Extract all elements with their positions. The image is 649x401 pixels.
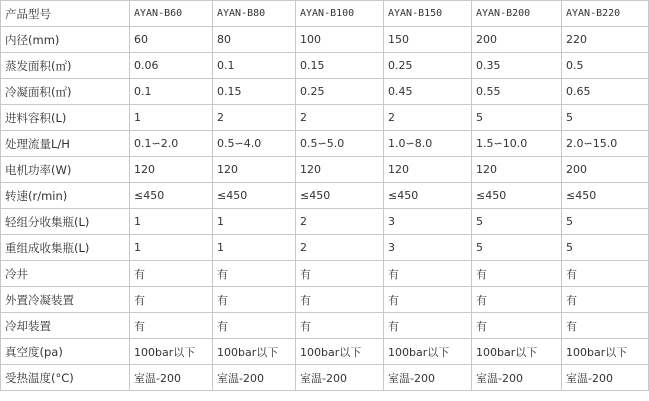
table-row bbox=[1, 235, 649, 261]
value-cell-ayan-b200: 室温-200 bbox=[472, 365, 562, 391]
value-cell-ayan-b220: 0.65 bbox=[562, 79, 649, 105]
value-cell-ayan-b200: 有 bbox=[472, 313, 562, 339]
header-cell-ayan-b150: AYAN-B150 bbox=[384, 1, 472, 27]
row-label-cell: 处理流量L/H bbox=[1, 131, 130, 157]
spec-table-body bbox=[1, 1, 649, 391]
value-cell-ayan-b200: 5 bbox=[472, 235, 562, 261]
value-cell-ayan-b100: 100 bbox=[296, 27, 384, 53]
value-cell-ayan-b100: 有 bbox=[296, 287, 384, 313]
value-cell-ayan-b220: 5 bbox=[562, 209, 649, 235]
row-label-cell: 重组成收集瓶(L) bbox=[1, 235, 130, 261]
value-cell-ayan-b220: 室温-200 bbox=[562, 365, 649, 391]
value-cell-ayan-b80: ≤450 bbox=[213, 183, 296, 209]
value-cell-ayan-b60: 1 bbox=[130, 105, 213, 131]
table-row bbox=[1, 365, 649, 391]
table-row bbox=[1, 79, 649, 105]
value-cell-ayan-b220: 0.5 bbox=[562, 53, 649, 79]
value-cell-ayan-b60: 1 bbox=[130, 235, 213, 261]
table-row bbox=[1, 53, 649, 79]
value-cell-ayan-b150: 有 bbox=[384, 287, 472, 313]
value-cell-ayan-b80: 100bar以下 bbox=[213, 339, 296, 365]
value-cell-ayan-b150: 0.25 bbox=[384, 53, 472, 79]
value-cell-ayan-b100: 0.15 bbox=[296, 53, 384, 79]
value-cell-ayan-b220: ≤450 bbox=[562, 183, 649, 209]
value-cell-ayan-b200: 0.35 bbox=[472, 53, 562, 79]
value-cell-ayan-b60: 120 bbox=[130, 157, 213, 183]
row-label-cell: 内径(mm) bbox=[1, 27, 130, 53]
value-cell-ayan-b220: 220 bbox=[562, 27, 649, 53]
value-cell-ayan-b60: 1 bbox=[130, 209, 213, 235]
value-cell-ayan-b80: 0.15 bbox=[213, 79, 296, 105]
value-cell-ayan-b150: 3 bbox=[384, 235, 472, 261]
row-label-cell: 轻组分收集瓶(L) bbox=[1, 209, 130, 235]
value-cell-ayan-b100: ≤450 bbox=[296, 183, 384, 209]
header-cell-ayan-b200: AYAN-B200 bbox=[472, 1, 562, 27]
value-cell-ayan-b60: 有 bbox=[130, 261, 213, 287]
value-cell-ayan-b150: 0.45 bbox=[384, 79, 472, 105]
value-cell-ayan-b80: 1 bbox=[213, 209, 296, 235]
row-label-cell: 真空度(pa) bbox=[1, 339, 130, 365]
value-cell-ayan-b100: 0.25 bbox=[296, 79, 384, 105]
row-label-cell: 冷却装置 bbox=[1, 313, 130, 339]
value-cell-ayan-b200: 5 bbox=[472, 209, 562, 235]
header-cell-ayan-b80: AYAN-B80 bbox=[213, 1, 296, 27]
value-cell-ayan-b60: 0.1∽2.0 bbox=[130, 131, 213, 157]
table-row bbox=[1, 183, 649, 209]
row-label-cell: 冷凝面积(㎡) bbox=[1, 79, 130, 105]
row-label-cell: 转速(r/min) bbox=[1, 183, 130, 209]
header-row bbox=[1, 1, 649, 27]
value-cell-ayan-b220: 有 bbox=[562, 261, 649, 287]
value-cell-ayan-b100: 室温-200 bbox=[296, 365, 384, 391]
value-cell-ayan-b100: 2 bbox=[296, 235, 384, 261]
value-cell-ayan-b150: 2 bbox=[384, 105, 472, 131]
value-cell-ayan-b150: 150 bbox=[384, 27, 472, 53]
table-row bbox=[1, 131, 649, 157]
value-cell-ayan-b220: 5 bbox=[562, 105, 649, 131]
table-row bbox=[1, 313, 649, 339]
value-cell-ayan-b80: 2 bbox=[213, 105, 296, 131]
header-cell-ayan-b220: AYAN-B220 bbox=[562, 1, 649, 27]
value-cell-ayan-b60: ≤450 bbox=[130, 183, 213, 209]
value-cell-ayan-b60: 有 bbox=[130, 287, 213, 313]
value-cell-ayan-b60: 0.06 bbox=[130, 53, 213, 79]
value-cell-ayan-b200: ≤450 bbox=[472, 183, 562, 209]
value-cell-ayan-b80: 120 bbox=[213, 157, 296, 183]
value-cell-ayan-b100: 120 bbox=[296, 157, 384, 183]
value-cell-ayan-b100: 有 bbox=[296, 261, 384, 287]
value-cell-ayan-b150: 有 bbox=[384, 261, 472, 287]
value-cell-ayan-b100: 0.5∽5.0 bbox=[296, 131, 384, 157]
table-row bbox=[1, 287, 649, 313]
value-cell-ayan-b150: 室温-200 bbox=[384, 365, 472, 391]
value-cell-ayan-b150: 3 bbox=[384, 209, 472, 235]
table-row bbox=[1, 157, 649, 183]
value-cell-ayan-b80: 80 bbox=[213, 27, 296, 53]
value-cell-ayan-b60: 有 bbox=[130, 313, 213, 339]
header-cell-ayan-b60: AYAN-B60 bbox=[130, 1, 213, 27]
value-cell-ayan-b220: 有 bbox=[562, 313, 649, 339]
value-cell-ayan-b150: 有 bbox=[384, 313, 472, 339]
header-cell-model-label: 产品型号 bbox=[1, 1, 130, 27]
value-cell-ayan-b150: 100bar以下 bbox=[384, 339, 472, 365]
value-cell-ayan-b200: 有 bbox=[472, 287, 562, 313]
table-row bbox=[1, 105, 649, 131]
row-label-cell: 冷井 bbox=[1, 261, 130, 287]
value-cell-ayan-b60: 室温-200 bbox=[130, 365, 213, 391]
value-cell-ayan-b60: 60 bbox=[130, 27, 213, 53]
value-cell-ayan-b100: 2 bbox=[296, 209, 384, 235]
row-label-cell: 外置冷凝装置 bbox=[1, 287, 130, 313]
value-cell-ayan-b80: 0.5∽4.0 bbox=[213, 131, 296, 157]
value-cell-ayan-b80: 有 bbox=[213, 261, 296, 287]
value-cell-ayan-b200: 1.5∽10.0 bbox=[472, 131, 562, 157]
value-cell-ayan-b220: 100bar以下 bbox=[562, 339, 649, 365]
value-cell-ayan-b150: 1.0∽8.0 bbox=[384, 131, 472, 157]
value-cell-ayan-b80: 有 bbox=[213, 287, 296, 313]
value-cell-ayan-b100: 2 bbox=[296, 105, 384, 131]
value-cell-ayan-b200: 200 bbox=[472, 27, 562, 53]
value-cell-ayan-b200: 有 bbox=[472, 261, 562, 287]
value-cell-ayan-b100: 有 bbox=[296, 313, 384, 339]
value-cell-ayan-b80: 室温-200 bbox=[213, 365, 296, 391]
value-cell-ayan-b60: 100bar以下 bbox=[130, 339, 213, 365]
value-cell-ayan-b100: 100bar以下 bbox=[296, 339, 384, 365]
value-cell-ayan-b60: 0.1 bbox=[130, 79, 213, 105]
value-cell-ayan-b150: 120 bbox=[384, 157, 472, 183]
value-cell-ayan-b80: 1 bbox=[213, 235, 296, 261]
value-cell-ayan-b80: 0.1 bbox=[213, 53, 296, 79]
value-cell-ayan-b150: ≤450 bbox=[384, 183, 472, 209]
table-row bbox=[1, 339, 649, 365]
value-cell-ayan-b200: 0.55 bbox=[472, 79, 562, 105]
row-label-cell: 蒸发面积(㎡) bbox=[1, 53, 130, 79]
table-row bbox=[1, 27, 649, 53]
table-row bbox=[1, 261, 649, 287]
value-cell-ayan-b200: 5 bbox=[472, 105, 562, 131]
value-cell-ayan-b80: 有 bbox=[213, 313, 296, 339]
value-cell-ayan-b220: 5 bbox=[562, 235, 649, 261]
value-cell-ayan-b200: 120 bbox=[472, 157, 562, 183]
value-cell-ayan-b220: 有 bbox=[562, 287, 649, 313]
value-cell-ayan-b220: 2.0∽15.0 bbox=[562, 131, 649, 157]
value-cell-ayan-b220: 200 bbox=[562, 157, 649, 183]
row-label-cell: 电机功率(W) bbox=[1, 157, 130, 183]
row-label-cell: 进料容积(L) bbox=[1, 105, 130, 131]
table-row bbox=[1, 209, 649, 235]
row-label-cell: 受热温度(°C) bbox=[1, 365, 130, 391]
value-cell-ayan-b200: 100bar以下 bbox=[472, 339, 562, 365]
header-cell-ayan-b100: AYAN-B100 bbox=[296, 1, 384, 27]
